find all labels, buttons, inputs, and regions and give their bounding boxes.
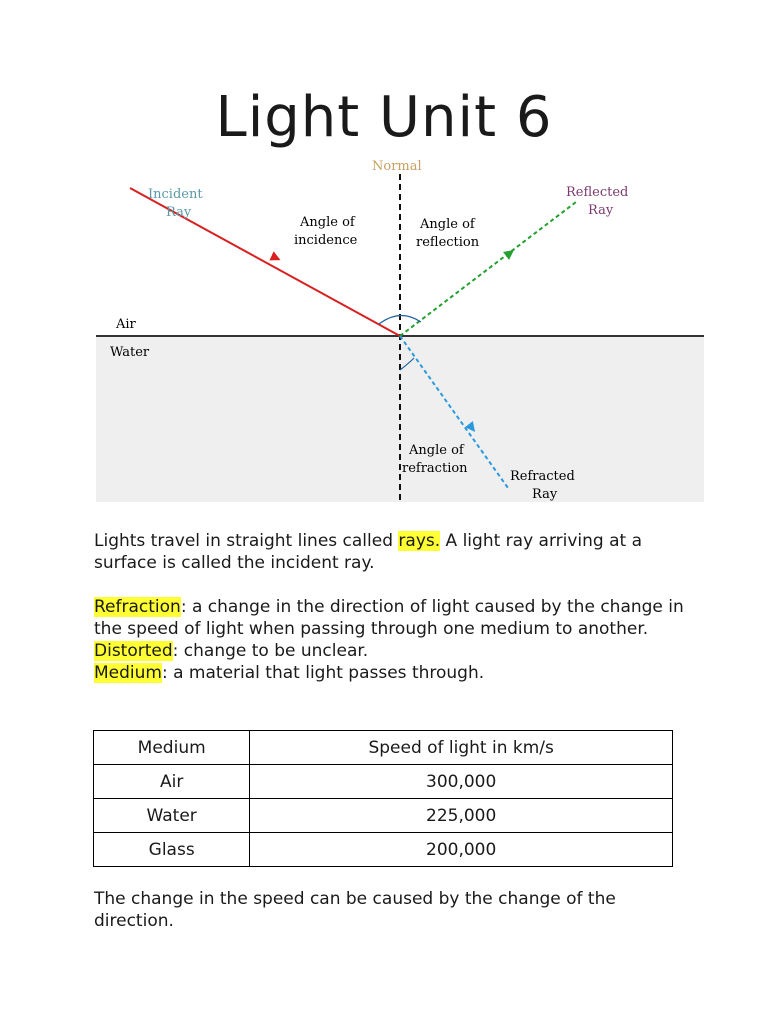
table-row <box>94 833 673 867</box>
light-refraction-diagram <box>96 158 704 502</box>
normal-label: Normal <box>372 159 422 174</box>
water-label: Water <box>110 345 150 360</box>
rays-text-before: Lights travel in straight lines called <box>94 531 399 551</box>
reflected-ray-label-line1: Reflected <box>566 185 629 200</box>
definition-distorted <box>94 640 694 662</box>
definition-refraction <box>94 596 694 640</box>
definition-refraction-text: : a change in the direction of light caused by the change in the speed of light when passing through one medium to another. <box>94 597 684 639</box>
air-label: Air <box>116 317 136 332</box>
angle-incidence-label-line2: incidence <box>294 233 358 248</box>
rays-paragraph <box>94 530 694 574</box>
reflected-ray-arrow <box>400 253 510 336</box>
cell-medium: Air <box>94 765 250 799</box>
header-speed: Speed of light in km/s <box>250 731 673 765</box>
definition-distorted-text: : change to be unclear. <box>172 641 369 661</box>
angle-incidence-label-line1: Angle of <box>300 215 355 230</box>
cell-speed: 300,000 <box>250 765 673 799</box>
refracted-ray-label-line1: Refracted <box>510 469 575 484</box>
term-distorted: Distorted <box>94 641 173 661</box>
speed-of-light-table <box>93 730 673 867</box>
cell-speed: 200,000 <box>250 833 673 867</box>
speed-change-paragraph: The change in the speed can be caused by the change of the direction. <box>94 889 616 931</box>
rays-text-after: A light ray arriving at a surface is called the incident ray. <box>94 531 643 573</box>
page-title: Light Unit 6 <box>215 85 553 150</box>
cell-medium: Water <box>94 799 250 833</box>
rays-highlight: rays. <box>398 531 441 551</box>
angle-reflection-label-line1: Angle of <box>420 217 475 232</box>
term-refraction: Refraction <box>94 597 181 617</box>
angle-refraction-label-line2: refraction <box>402 461 468 476</box>
cell-speed: 225,000 <box>250 799 673 833</box>
definition-medium-text: : a material that light passes through. <box>161 663 485 683</box>
term-medium: Medium <box>94 663 162 683</box>
reflected-ray-label-line2: Ray <box>588 203 614 218</box>
table-header-row <box>94 731 673 765</box>
definitions-block <box>94 596 694 684</box>
angle-reflection-label-line2: reflection <box>416 235 480 250</box>
table-row <box>94 799 673 833</box>
incident-ray-label-line2: Ray <box>166 205 192 220</box>
header-medium: Medium <box>94 731 250 765</box>
definition-medium <box>94 662 694 684</box>
cell-medium: Glass <box>94 833 250 867</box>
refracted-ray-label-line2: Ray <box>532 487 558 502</box>
angle-refraction-label-line1: Angle of <box>409 443 464 458</box>
table-row <box>94 765 673 799</box>
incident-ray-label-line1: Incident <box>148 187 203 202</box>
